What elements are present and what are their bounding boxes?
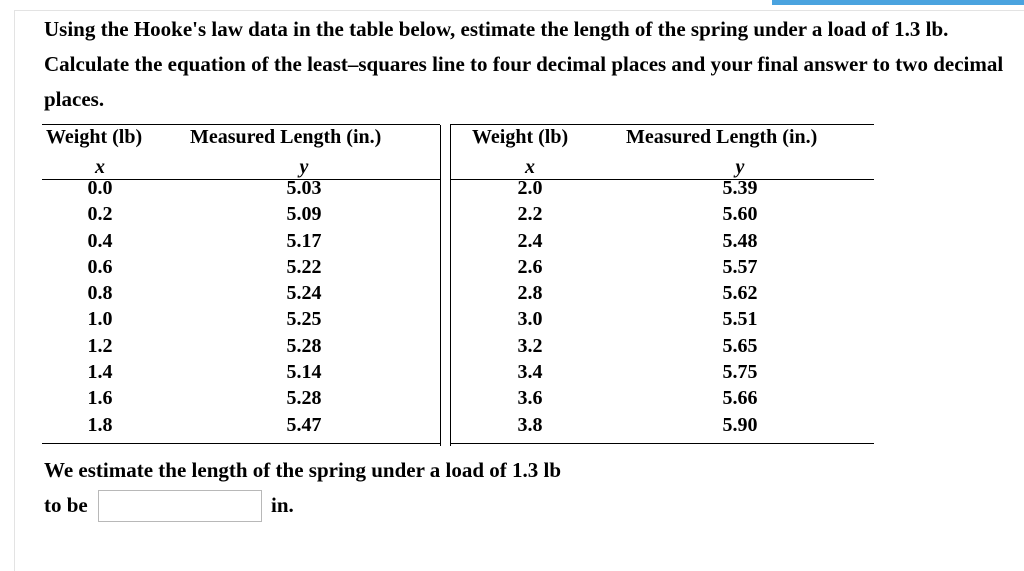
answer-input[interactable] <box>98 490 262 522</box>
table-row <box>450 361 874 390</box>
table-body <box>450 177 874 443</box>
header-length: Measured Length (in.) <box>626 126 818 148</box>
table-row <box>450 229 874 259</box>
cell-length: 5.75 <box>722 361 758 384</box>
var-y: y <box>299 156 309 178</box>
table-body <box>42 177 440 443</box>
cell-length: 5.09 <box>286 203 322 226</box>
table-header <box>42 124 440 155</box>
var-y: y <box>735 156 745 178</box>
table-row <box>450 282 874 311</box>
question-text: Using the Hooke's law data in the table below, estimate the length of the spring under a load of 1.3 lb. Calculate the equation of the least–squares line to four decimal places and your final answer to two decimal places. <box>44 17 1004 111</box>
cell-weight: 2.4 <box>517 229 543 252</box>
cell-length: 5.48 <box>722 229 758 252</box>
cell-length: 5.24 <box>286 282 322 305</box>
corner-accent-bar <box>772 0 1024 5</box>
var-x: x <box>525 156 535 178</box>
cell-length: 5.28 <box>286 334 322 357</box>
page-frame-left <box>14 10 15 571</box>
cell-weight: 3.8 <box>517 413 543 436</box>
cell-weight: 3.6 <box>517 387 543 410</box>
cell-weight: 0.2 <box>87 203 113 226</box>
table-bottom-rule <box>450 443 874 444</box>
table-row <box>450 255 874 285</box>
table-row <box>450 308 874 337</box>
cell-length: 5.28 <box>286 387 322 410</box>
header-length: Measured Length (in.) <box>190 126 382 148</box>
cell-length: 5.62 <box>722 282 758 305</box>
cell-length: 5.14 <box>286 361 322 384</box>
cell-weight: 2.0 <box>517 177 543 199</box>
cell-length: 5.51 <box>722 308 758 331</box>
cell-weight: 1.2 <box>87 334 113 357</box>
cell-length: 5.57 <box>722 255 758 278</box>
cell-weight: 1.6 <box>87 387 113 410</box>
cell-weight: 0.0 <box>87 177 113 199</box>
answer-prefix: to be <box>44 493 88 517</box>
cell-length: 5.39 <box>722 177 758 199</box>
cell-weight: 2.8 <box>517 282 543 305</box>
variable-row <box>450 155 874 179</box>
cell-weight: 1.4 <box>87 361 113 384</box>
var-x: x <box>95 156 105 178</box>
table-row <box>42 413 440 443</box>
cell-weight: 0.6 <box>87 255 113 278</box>
table-divider-left <box>440 125 441 446</box>
data-table-left <box>42 124 440 443</box>
cell-weight: 3.4 <box>517 361 543 384</box>
cell-length: 5.47 <box>286 413 322 436</box>
cell-weight: 2.2 <box>517 203 543 226</box>
variable-row <box>42 155 440 179</box>
cell-length: 5.65 <box>722 334 758 357</box>
table-row <box>450 387 874 416</box>
cell-weight: 0.8 <box>87 282 113 305</box>
data-table-right <box>450 124 874 443</box>
table-bottom-rule <box>42 443 440 444</box>
answer-unit: in. <box>271 493 294 517</box>
page-frame-top <box>14 10 1024 11</box>
cell-weight: 3.0 <box>517 308 543 331</box>
cell-weight: 1.0 <box>87 308 113 331</box>
header-weight: Weight (lb) <box>46 126 143 148</box>
cell-length: 5.60 <box>722 203 758 226</box>
table-row <box>450 203 874 232</box>
cell-length: 5.22 <box>286 255 322 278</box>
result-sentence: We estimate the length of the spring under a load of 1.3 lb <box>44 458 562 482</box>
table-header <box>450 124 874 155</box>
table-row <box>450 413 874 443</box>
table-row <box>450 177 874 206</box>
cell-weight: 2.6 <box>517 255 543 278</box>
cell-weight: 0.4 <box>87 229 113 252</box>
cell-length: 5.17 <box>286 229 322 252</box>
cell-length: 5.25 <box>286 308 322 331</box>
cell-weight: 3.2 <box>517 334 543 357</box>
cell-length: 5.90 <box>722 413 758 436</box>
table-row <box>450 334 874 364</box>
cell-length: 5.66 <box>722 387 758 410</box>
cell-length: 5.03 <box>286 177 322 199</box>
header-weight: Weight (lb) <box>472 126 569 148</box>
cell-weight: 1.8 <box>87 413 113 436</box>
